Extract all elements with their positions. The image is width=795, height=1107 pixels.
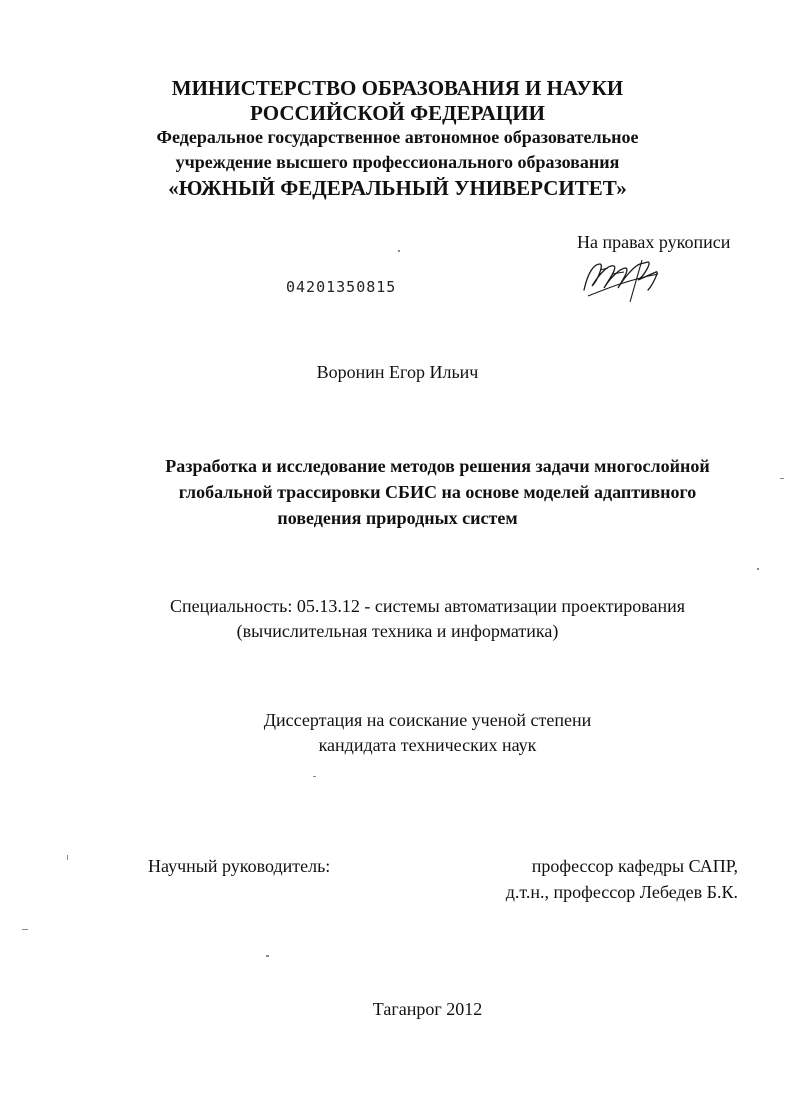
degree-line-1: Диссертация на соискание ученой степени	[263, 710, 592, 730]
degree-line-2: кандидата технических наук	[318, 735, 537, 755]
specialty-line-2: (вычислительная техника и информатика)	[236, 621, 559, 641]
institution-type-line1: Федеральное государственное автономное образовательное	[156, 127, 639, 147]
federation-name: РОССИЙСКОЙ ФЕДЕРАЦИИ	[250, 101, 545, 125]
scan-speck	[67, 855, 68, 860]
author-name: Воронин Егор Ильич	[316, 362, 479, 382]
specialty-line-1: Специальность: 05.13.12 - системы автоматизации проектирования	[169, 596, 686, 616]
advisor-position: профессор кафедры САПР,	[531, 856, 738, 876]
scan-speck	[398, 250, 400, 252]
title-line-2: глобальной трассировки СБИС на основе моделей адаптивного	[178, 482, 697, 502]
institution-type-line2: учреждение высшего профессионального образования	[175, 152, 620, 172]
title-line-3: поведения природных систем	[277, 508, 518, 528]
city-year: Таганрог 2012	[372, 999, 483, 1019]
scan-speck	[266, 955, 269, 957]
rights-note: На правах рукописи	[577, 232, 731, 252]
advisor-name: д.т.н., профессор Лебедев Б.К.	[505, 882, 738, 902]
title-line-1: Разработка и исследование методов решения задачи многослойной	[165, 456, 710, 476]
scan-speck	[757, 568, 759, 570]
scan-speck	[780, 478, 784, 479]
advisor-label: Научный руководитель:	[148, 856, 331, 876]
document-number: 04201350815	[286, 278, 397, 296]
ministry-name: МИНИСТЕРСТВО ОБРАЗОВАНИЯ И НАУКИ	[171, 76, 624, 100]
signature-icon	[578, 250, 668, 308]
university-name: «ЮЖНЫЙ ФЕДЕРАЛЬНЫЙ УНИВЕРСИТЕТ»	[168, 176, 627, 200]
scan-speck	[22, 929, 28, 930]
scan-speck	[313, 776, 316, 777]
